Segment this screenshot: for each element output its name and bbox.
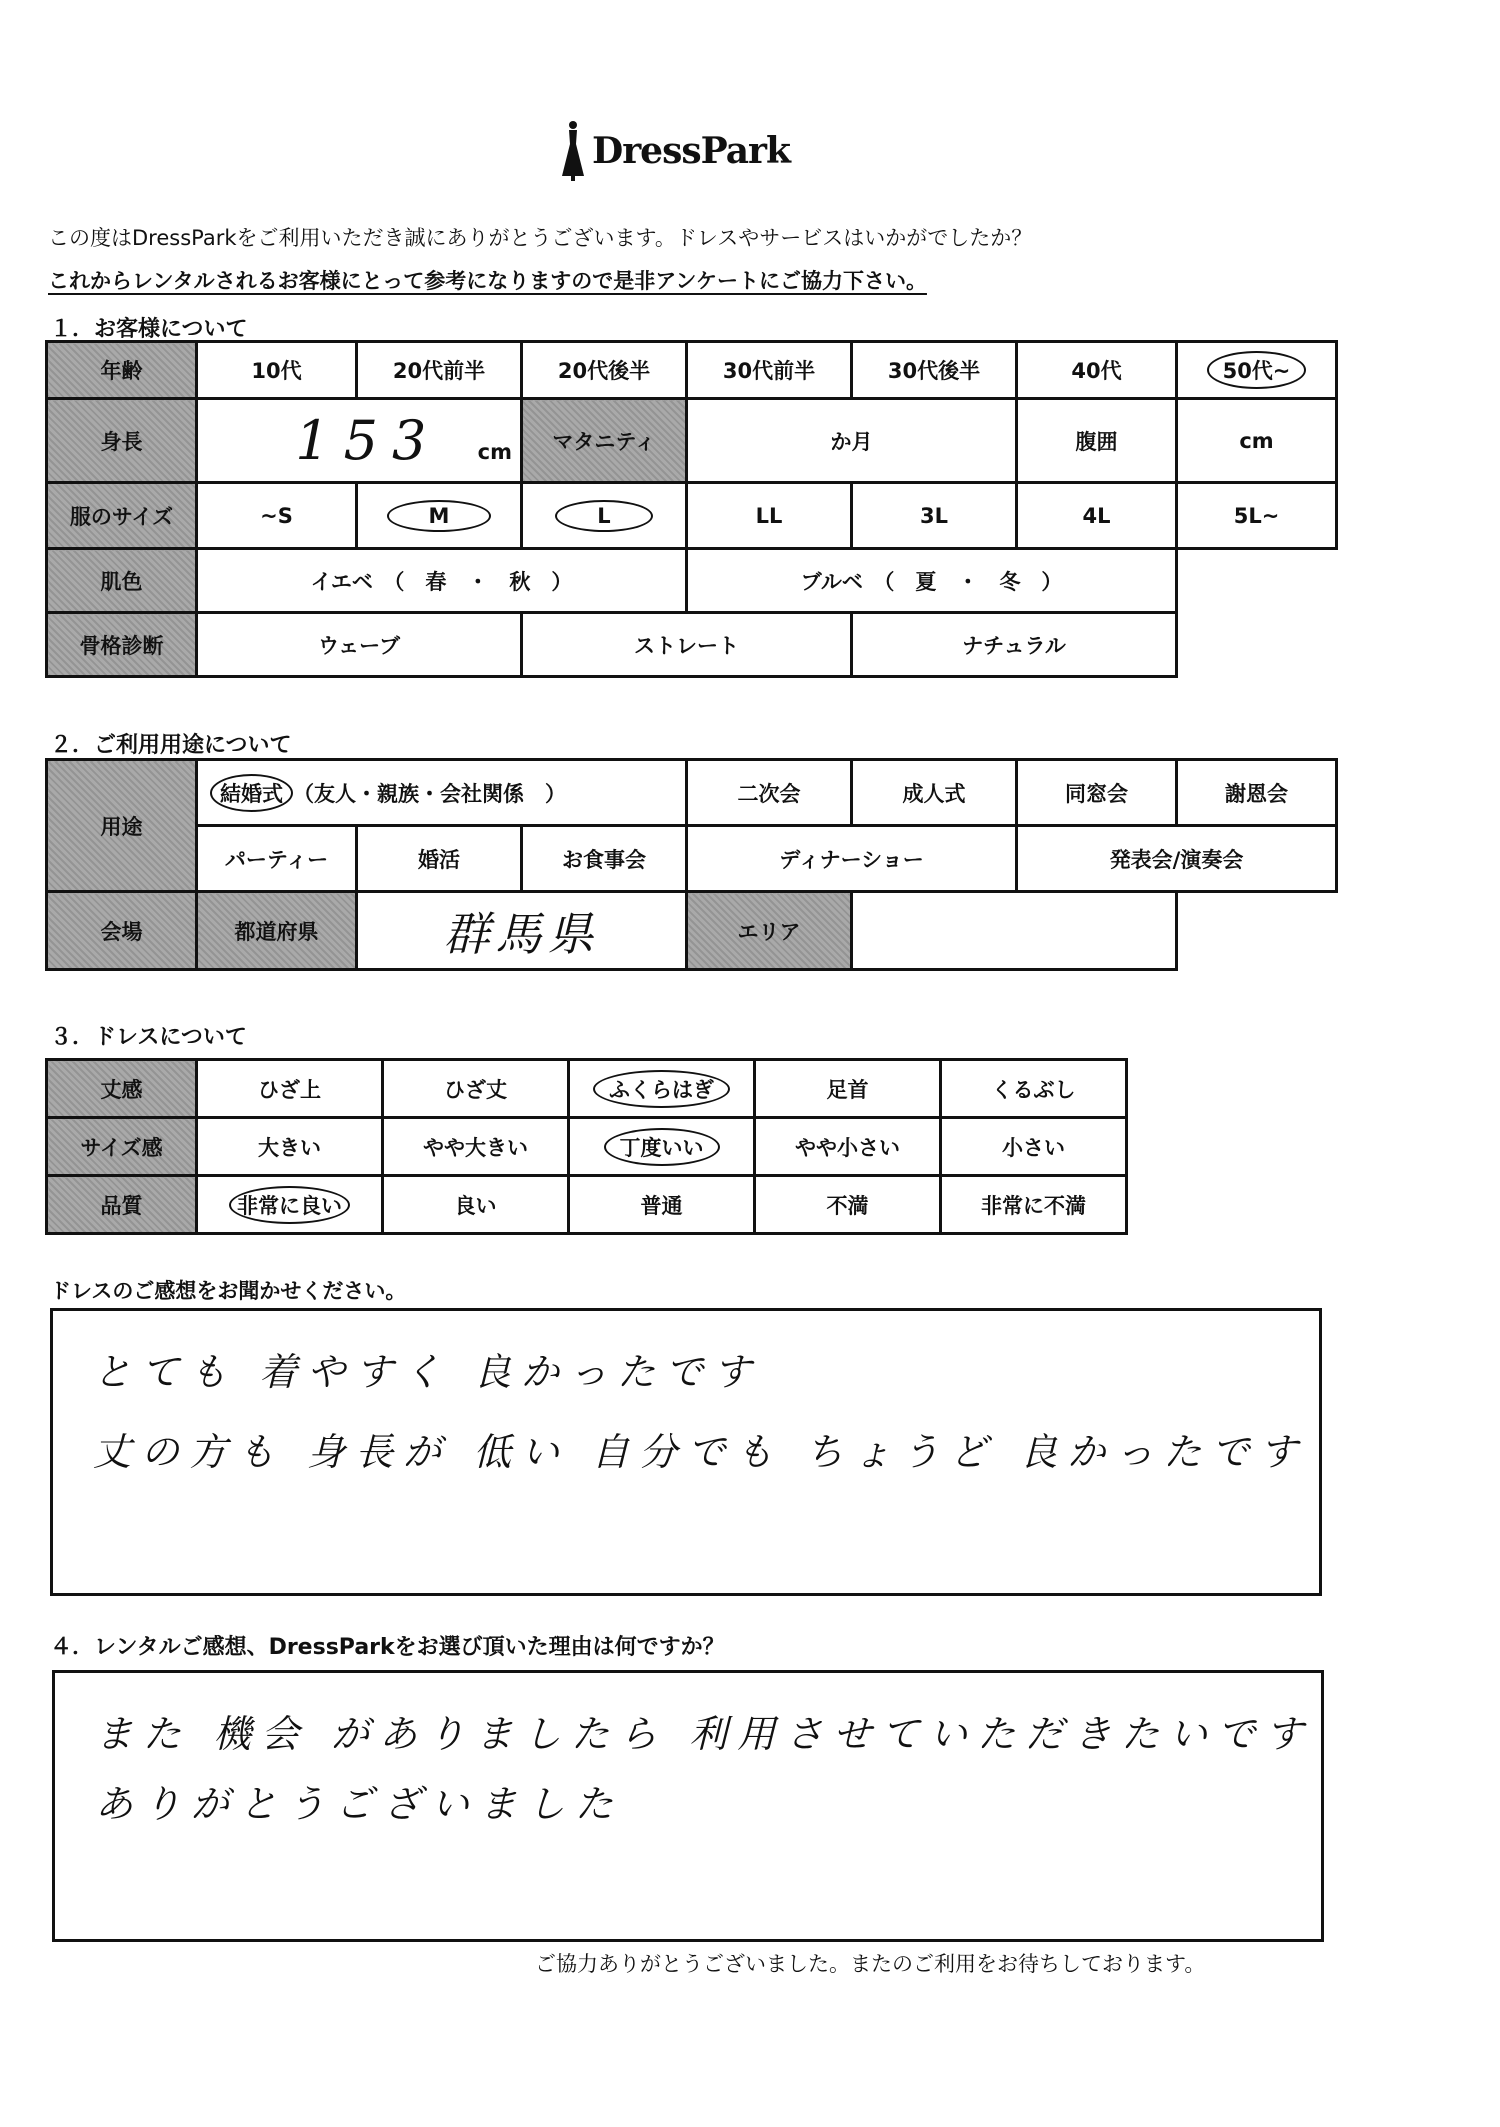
empty-cell <box>1177 892 1337 970</box>
rental-comment-box[interactable] <box>52 1670 1324 1942</box>
wedding-detail: （友人・親族・会社関係 ） <box>293 781 566 806</box>
dress-comment-title: ドレスのご感想をお聞かせください。 <box>50 1279 407 1303</box>
prefecture-value-cell[interactable] <box>357 892 687 970</box>
length-label: 丈感 <box>47 1060 197 1118</box>
height-cell[interactable] <box>197 399 522 483</box>
purpose-option[interactable]: 二次会 <box>687 760 852 826</box>
customer-table <box>45 340 1338 678</box>
section2-title: ２．ご利用用途について <box>50 733 292 758</box>
purpose-option[interactable]: お食事会 <box>522 826 687 892</box>
skin-label: 肌色 <box>47 549 197 613</box>
frame-option[interactable]: ウェーブ <box>197 613 522 677</box>
quality-option[interactable]: 非常に不満 <box>941 1176 1127 1234</box>
area-label: エリア <box>687 892 852 970</box>
size-option[interactable]: 5L~ <box>1177 483 1337 549</box>
quality-label: 品質 <box>47 1176 197 1234</box>
wedding-selected: 結婚式 <box>210 774 293 812</box>
maternity-months[interactable]: か月 <box>687 399 1017 483</box>
waist-label: 腹囲 <box>1017 399 1177 483</box>
age-row <box>47 342 1337 399</box>
age-option[interactable]: 30代後半 <box>852 342 1017 399</box>
dress-comment-line: 丈の方も 身長が 低い 自分でも ちょうど 良かったです <box>93 1430 1308 1474</box>
dress-comment-line: とても 着やすく 良かったです <box>93 1350 762 1394</box>
size-option-selected[interactable] <box>522 483 687 549</box>
size-option[interactable]: 3L <box>852 483 1017 549</box>
frame-option[interactable]: ナチュラル <box>852 613 1177 677</box>
purpose-option[interactable]: 婚活 <box>357 826 522 892</box>
length-option[interactable]: ひざ上 <box>197 1060 383 1118</box>
purpose-option[interactable]: 発表会/演奏会 <box>1017 826 1337 892</box>
age-option[interactable]: 30代前半 <box>687 342 852 399</box>
dress-icon <box>560 120 586 182</box>
fit-option[interactable]: やや大きい <box>383 1118 569 1176</box>
age-label: 年齢 <box>47 342 197 399</box>
purpose-option[interactable]: ディナーショー <box>687 826 1017 892</box>
section3-title: ３．ドレスについて <box>50 1025 247 1050</box>
fit-option-selected[interactable] <box>569 1118 755 1176</box>
frame-row <box>47 613 1337 677</box>
skin-blue[interactable]: ブルベ （ 夏 ・ 冬 ） <box>687 549 1177 613</box>
empty-cell <box>1177 549 1337 613</box>
purpose-option[interactable]: パーティー <box>197 826 357 892</box>
quality-option[interactable]: 普通 <box>569 1176 755 1234</box>
quality-option[interactable]: 不満 <box>755 1176 941 1234</box>
skin-yellow[interactable]: イエベ （ 春 ・ 秋 ） <box>197 549 687 613</box>
quality-option[interactable]: 良い <box>383 1176 569 1234</box>
area-value[interactable] <box>852 892 1177 970</box>
age-option[interactable]: 10代 <box>197 342 357 399</box>
purpose-option[interactable]: 成人式 <box>852 760 1017 826</box>
age-option[interactable]: 20代後半 <box>522 342 687 399</box>
empty-cell <box>1177 613 1337 677</box>
age-option[interactable]: 40代 <box>1017 342 1177 399</box>
purpose-option[interactable]: 同窓会 <box>1017 760 1177 826</box>
purpose-option[interactable]: 謝恩会 <box>1177 760 1337 826</box>
rental-comment-line: ありがとうございました <box>95 1782 624 1826</box>
length-option-selected[interactable] <box>569 1060 755 1118</box>
prefecture-value: 群馬県 <box>443 906 600 961</box>
age-option[interactable]: 20代前半 <box>357 342 522 399</box>
intro-text: この度はDressParkをご利用いただき誠にありがとうございます。ドレスやサービスはいかがでしたか？ <box>48 226 1033 250</box>
length-option[interactable]: ひざ丈 <box>383 1060 569 1118</box>
size-selected-l: L <box>555 500 652 532</box>
wedding-cell[interactable] <box>197 760 687 826</box>
purpose-row-2 <box>47 826 1337 892</box>
venue-label: 会場 <box>47 892 197 970</box>
size-option[interactable]: LL <box>687 483 852 549</box>
quality-row <box>47 1176 1127 1234</box>
fit-option[interactable]: 小さい <box>941 1118 1127 1176</box>
quality-option-selected[interactable] <box>197 1176 383 1234</box>
purpose-row-1 <box>47 760 1337 826</box>
height-unit: cm <box>477 440 512 464</box>
section1-title: １．お客様について <box>50 317 248 342</box>
height-value: 153 <box>295 409 441 472</box>
fit-option[interactable]: 大きい <box>197 1118 383 1176</box>
dress-comment-box[interactable] <box>50 1308 1322 1596</box>
venue-row <box>47 892 1337 970</box>
length-option[interactable]: くるぶし <box>941 1060 1127 1118</box>
maternity-label: マタニティ <box>522 399 687 483</box>
length-selected: ふくらはぎ <box>593 1070 730 1108</box>
purpose-label: 用途 <box>47 760 197 892</box>
frame-label: 骨格診断 <box>47 613 197 677</box>
brand-name: DressPark <box>592 130 790 172</box>
frame-option[interactable]: ストレート <box>522 613 852 677</box>
skin-row <box>47 549 1337 613</box>
footer-thanks: ご協力ありがとうございました。またのご利用をお待ちしております。 <box>535 1952 1206 1976</box>
fit-selected: 丁度いい <box>604 1128 720 1166</box>
waist-unit[interactable]: cm <box>1177 399 1337 483</box>
fit-label: サイズ感 <box>47 1118 197 1176</box>
quality-selected: 非常に良い <box>229 1186 350 1224</box>
size-option[interactable]: ~S <box>197 483 357 549</box>
size-label: 服のサイズ <box>47 483 197 549</box>
height-row <box>47 399 1337 483</box>
rental-comment-line: また 機会 がありましたら 利用させていただきたいです <box>95 1712 1314 1756</box>
purpose-table <box>45 758 1338 971</box>
height-label: 身長 <box>47 399 197 483</box>
section4-title: ４．レンタルご感想、DressParkをお選び頂いた理由は何ですか？ <box>50 1635 725 1660</box>
length-row <box>47 1060 1127 1118</box>
size-selected-m: M <box>387 500 492 532</box>
dress-table <box>45 1058 1128 1235</box>
length-option[interactable]: 足首 <box>755 1060 941 1118</box>
request-text: これからレンタルされるお客様にとって参考になりますので是非アンケートにご協力下さい。 <box>48 269 927 293</box>
size-option[interactable]: 4L <box>1017 483 1177 549</box>
fit-option[interactable]: やや小さい <box>755 1118 941 1176</box>
age-selected-circle: 50代~ <box>1207 351 1307 389</box>
brand-logo <box>560 120 790 182</box>
size-row <box>47 483 1337 549</box>
prefecture-label: 都道府県 <box>197 892 357 970</box>
fit-row <box>47 1118 1127 1176</box>
size-option-selected[interactable] <box>357 483 522 549</box>
age-option-selected[interactable] <box>1177 342 1337 399</box>
